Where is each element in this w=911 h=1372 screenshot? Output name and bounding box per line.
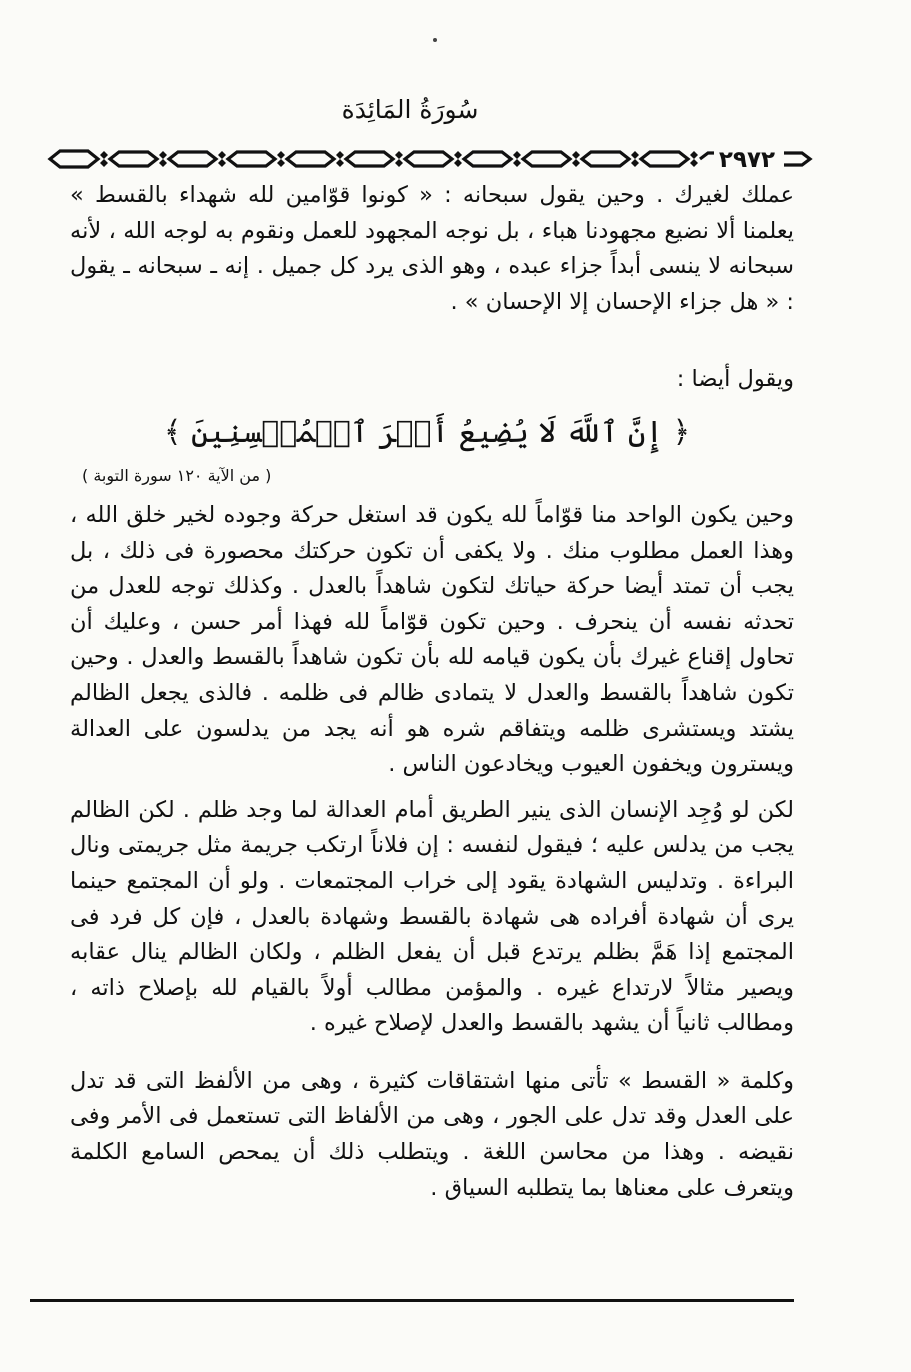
page-number: ٢٩٧٢	[718, 147, 776, 173]
diamond-dot	[513, 151, 521, 167]
chain-link	[287, 152, 334, 166]
diamond-dot	[454, 151, 462, 167]
diamond-dot	[690, 151, 698, 167]
page-body-text	[70, 178, 794, 1206]
paragraph-4: لكن لو وُجِد الإنسان الذى ينير الطريق أمام العدالة لما وجد ظلم . لكن الظالم يجب من يدلس عليه ؛ فيقول لنفسه : إن فلاناً ارتكب جريمة مثل جريمتى ونال البراءة . وتدليس الشهادة يقود إلى خراب المجتمعات . ولو أن المجتمع حينما يرى أن شهادة أفراده هى شهادة بالقسط وشهادة بالعدل ، فإن كل فرد فى المجتمع إذا هَمَّ بظلم يرتدع قبل أن يفعل الظلم ، ولكان الظالم ينال عقابه ويصير مثالاً لارتداع غيره . والمؤمن مطالب أولاً بالقيام لله بإصلاح ذاته ، ومطالب ثانياً أن يشهد بالقسط والعدل لإصلاح غيره .	[70, 796, 794, 1037]
chain-link-right-end	[784, 153, 810, 165]
chain-link	[110, 152, 157, 166]
chain-link	[464, 152, 511, 166]
diamond-dot	[159, 151, 167, 167]
quran-reference	[70, 462, 794, 490]
quran-reference-text: ( من الآية ١٢٠ سورة التوبة )	[82, 465, 272, 485]
chain-link	[346, 152, 393, 166]
paragraph-1: عملك لغيرك . وحين يقول سبحانه : « كونوا قوّامين لله شهداء بالقسط » يعلمنا ألا نضيع مجهودنا هباء ، بل نوجه المجهود للعمل ونقوم به لوجه الله ، لأنه سبحانه لا ينسى أبداً جزاء عبده ، وهو الذى يرد كل جميل . إنه ـ سبحانه ـ يقول : « هل جزاء الإحسان إلا الإحسان » .	[70, 182, 794, 315]
chain-link	[641, 152, 688, 166]
diamond-dot	[572, 151, 580, 167]
diamond-dot	[395, 151, 403, 167]
chain-link	[582, 152, 629, 166]
diamond-dot	[218, 151, 226, 167]
diamond-dot	[100, 151, 108, 167]
bottom-rule	[30, 1299, 794, 1302]
chain-link	[169, 152, 216, 166]
chain-link	[523, 152, 570, 166]
scan-speck	[433, 38, 437, 42]
chain-link-left-end	[50, 151, 98, 167]
ornamental-chain-border	[46, 136, 816, 182]
surah-title: سُورَةُ المَائِدَة	[341, 95, 479, 124]
diamond-dot	[631, 151, 639, 167]
paragraph-3: وحين يكون الواحد منا قوّاماً لله يكون قد استغل حركة وجوده لخير خلق الله ، وهذا العمل مطلوب منك . ولا يكفى أن تكون حركتك محصورة فى ذلك ، بل يجب أن تمتد أيضا حركة حياتك لتكون شاهداً بالعدل . وكذلك توجه للعدل من تحدثه نفسه أن ينحرف . وحين تكون قوّاماً لله فهذا أمر حسن ، وعليك أن تحاول إقناع غيرك بأن يكون قيامه لله بأن تكون شاهداً بالقسط والعدل . وحين تكون شاهداً بالقسط والعدل لا يتمادى ظالم فى ظلمه . فالذى يجعل الظالم يشتد ويستشرى ظلمه ويتفاقم شره هو أنه يجد من يدلسون على العدالة ويسترون ويخفون العيوب ويخادعون الناس .	[70, 501, 794, 778]
quran-verse: ﴿ إِنَّ ٱللَّهَ لَا يُضِيعُ أَجۡرَ ٱلۡمُحۡسِنِينَ ﴾	[163, 414, 691, 450]
chain-link	[228, 152, 275, 166]
paragraph-5: وكلمة « القسط » تأتى منها اشتقاقات كثيرة ، وهى من الألفظ التى قد تدل على العدل وقد تدل على الجور ، وهى من الألفاظ التى تستعمل فى الأمر وفى نقيضه . وهذا من محاسن اللغة . ويتطلب ذلك أن يمحص السامع الكلمة ويتعرف على معناها بما يتطلبه السياق .	[70, 1067, 794, 1201]
diamond-dot	[336, 151, 344, 167]
chain-link	[405, 152, 452, 166]
paragraph-2: ويقول أيضا :	[676, 366, 794, 393]
diamond-dot	[277, 151, 285, 167]
